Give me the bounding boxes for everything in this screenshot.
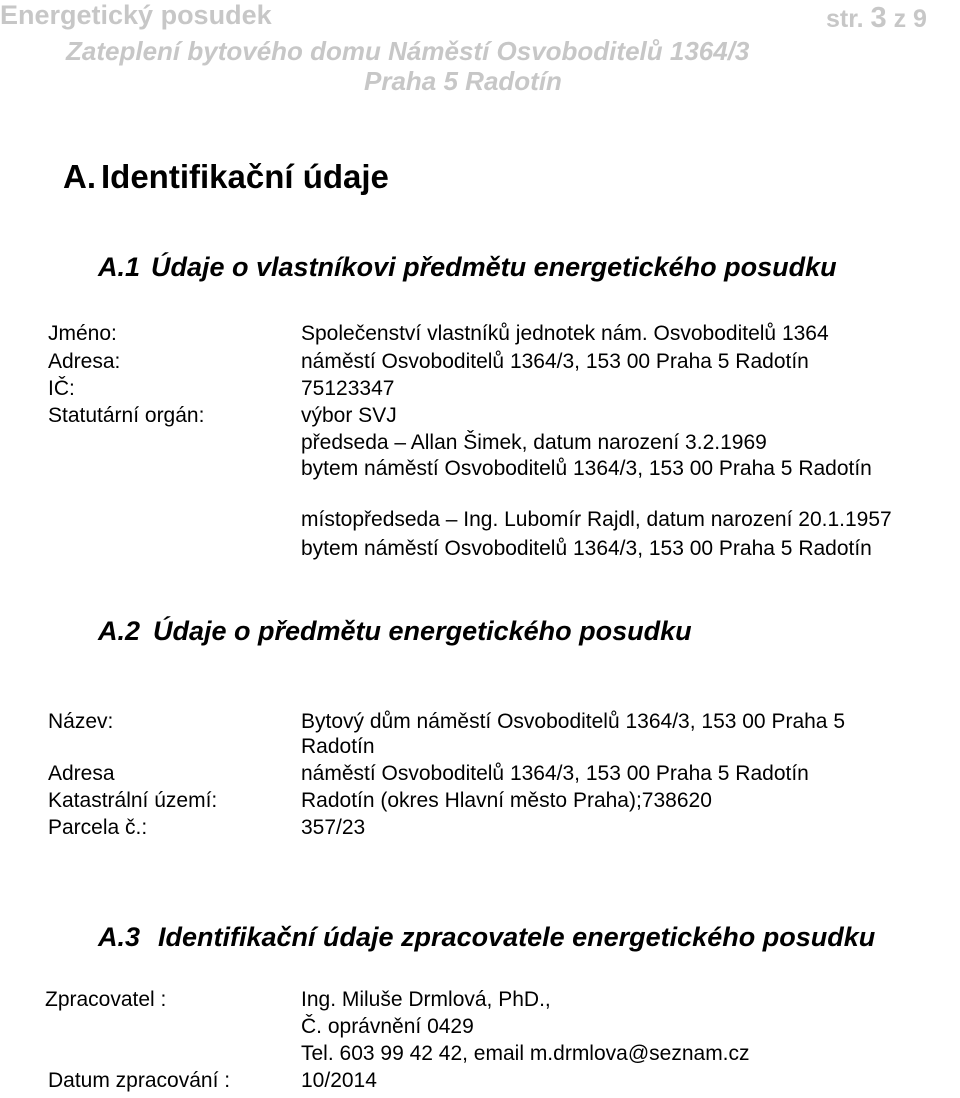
cadastral-value: Radotín (okres Hlavní město Praha);738620	[301, 789, 712, 812]
page-number	[826, 2, 927, 35]
page-separator: z	[893, 5, 907, 33]
section-a-number: A.	[63, 158, 96, 195]
page-total: 9	[913, 5, 927, 33]
document-subtitle-location: Praha 5 Radotín	[364, 66, 562, 96]
processor-label: Zpracovatel :	[45, 988, 167, 1011]
chairman-address-line: bytem náměstí Osvoboditelů 1364/3, 153 00 Praha 5 Radotín	[301, 457, 872, 480]
subject-name-value: Bytový dům náměstí Osvoboditelů 1364/3, 153 00 Praha 5	[301, 710, 846, 733]
processor-contact: Tel. 603 99 42 42, email m.drmlova@seznam.cz	[301, 1042, 750, 1065]
cadastral-label: Katastrální území:	[48, 789, 218, 812]
vice-chairman-line: místopředseda – Ing. Lubomír Rajdl, datum narození 20.1.1957	[301, 508, 892, 531]
section-a2-heading	[98, 616, 692, 647]
parcel-label: Parcela č.:	[48, 816, 148, 839]
section-a3-number: A.3	[98, 922, 141, 952]
subject-address-value: náměstí Osvoboditelů 1364/3, 153 00 Praha 5 Radotín	[301, 762, 809, 785]
owner-organ-value: výbor SVJ	[301, 404, 397, 427]
section-a1-title: Údaje o vlastníkovi předmětu energetického posudku	[151, 252, 837, 282]
subject-name-label: Název:	[48, 710, 114, 733]
owner-name-value: Společenství vlastníků jednotek nám. Osvoboditelů 1364	[301, 322, 829, 345]
owner-address-value: náměstí Osvoboditelů 1364/3, 153 00 Praha 5 Radotín	[301, 350, 809, 373]
chairman-line: předseda – Allan Šimek, datum narození 3.2.1969	[301, 431, 767, 454]
subject-name-value-cont: Radotín	[301, 735, 375, 758]
processor-license: Č. oprávnění 0429	[301, 1015, 474, 1038]
vice-chairman-address-line: bytem náměstí Osvoboditelů 1364/3, 153 00 Praha 5 Radotín	[301, 537, 872, 560]
parcel-value: 357/23	[301, 816, 366, 839]
processor-name: Ing. Miluše Drmlová, PhD.,	[301, 988, 551, 1011]
section-a3-heading	[98, 922, 875, 953]
owner-ic-value: 75123347	[301, 377, 395, 400]
section-a2-title: Údaje o předmětu energetického posudku	[153, 616, 692, 646]
processing-date-value: 10/2014	[301, 1069, 377, 1092]
section-a-title: Identifikační údaje	[101, 158, 389, 195]
section-a2-number: A.2	[98, 616, 141, 646]
section-a3-title: Identifikační údaje zpracovatele energetického posudku	[158, 922, 876, 952]
page-prefix: str.	[826, 5, 864, 33]
processing-date-label: Datum zpracování :	[48, 1069, 231, 1092]
owner-ic-label: IČ:	[48, 377, 75, 400]
document-subtitle: Zateplení bytového domu Náměstí Osvoboditelů 1364/3	[66, 36, 750, 66]
section-a1-number: A.1	[98, 252, 141, 282]
section-a-heading	[63, 158, 389, 196]
owner-name-label: Jméno:	[48, 322, 117, 345]
owner-address-label: Adresa:	[48, 350, 121, 373]
owner-organ-label: Statutární orgán:	[48, 404, 205, 427]
page-current: 3	[870, 2, 887, 34]
subject-address-label: Adresa	[48, 762, 115, 785]
section-a1-heading	[98, 252, 837, 283]
document-title: Energetický posudek	[0, 0, 272, 30]
